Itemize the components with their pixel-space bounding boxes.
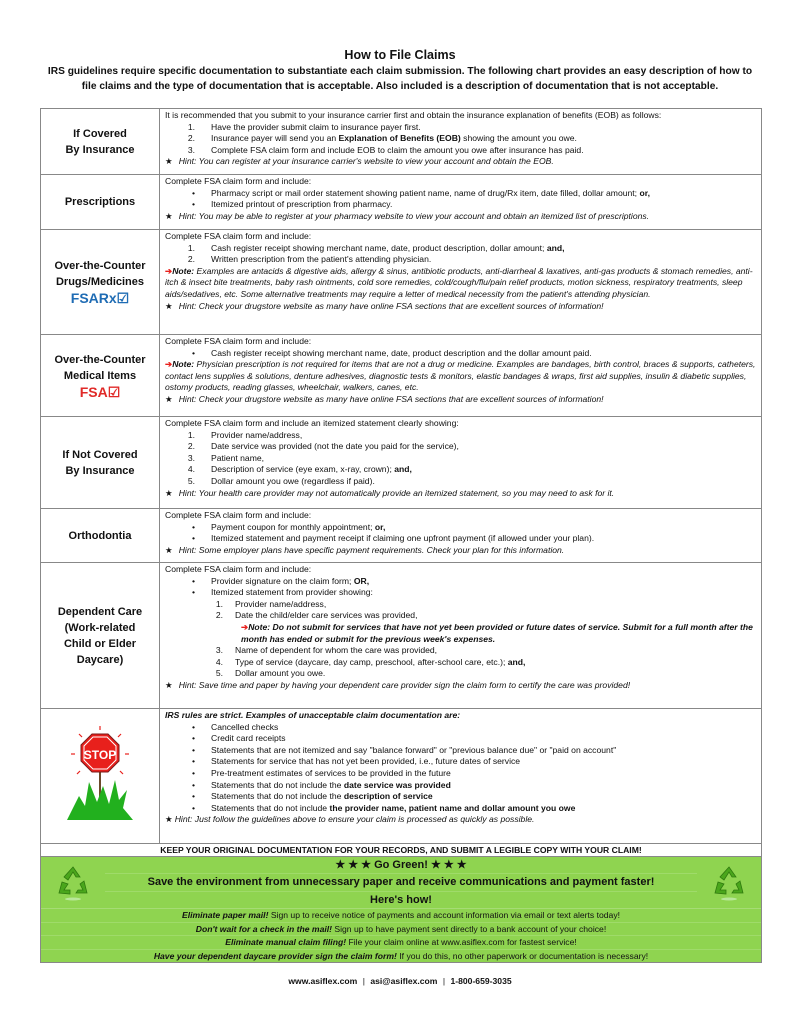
item-text: Pharmacy script or mail order statement showing patient name, name of drug/Rx item, date filled, dollar amount; — [211, 187, 640, 198]
list-item: 3. Complete FSA claim form and include EOB to claim the amount you owe after insurance has paid. — [187, 144, 584, 155]
tip-text: File your claim online at www.asiflex.com for fastest service! — [346, 937, 577, 947]
go-green-tip — [41, 909, 761, 923]
list-item: 5. Dollar amount you owe (regardless if paid). — [187, 475, 375, 486]
row-prescriptions — [41, 175, 762, 230]
list-item: 2. Date the child/elder care services was provided, — [215, 610, 418, 621]
row-if-covered — [41, 109, 762, 175]
row-label: Prescriptions — [41, 175, 160, 230]
label-line: (Work-related — [64, 621, 136, 634]
go-green-tagline: Save the environment from unnecessary paper and receive communications and payment faster! — [105, 874, 697, 892]
list-item — [165, 587, 757, 599]
label-line: Dependent Care — [57, 605, 143, 618]
hint-text: Hint: You may be able to register at your pharmacy website to view your account and obtain an itemized list of prescriptions. — [178, 210, 650, 221]
row-otc-drugs — [41, 230, 762, 335]
bullet-icon: • — [191, 756, 195, 767]
tip-text: If you do this, no other paperwork or documentation is necessary! — [396, 950, 649, 961]
lead-text: Complete FSA claim form and include: — [165, 510, 312, 520]
list-item — [165, 199, 757, 211]
hint-text: Hint: You can register at your insurance carrier's website to view your account and obtain the EOB. — [178, 156, 554, 167]
item-bold: OR, — [353, 575, 370, 586]
item-text: Statements that do not include — [211, 802, 330, 813]
tip-text: Sign up to have payment sent directly to a bank account of your choice! — [332, 923, 607, 934]
arrow-right-icon: ➔ — [165, 359, 173, 370]
note — [241, 622, 757, 645]
list-item — [165, 780, 757, 792]
item-text: Date the child/elder care services was provided, — [235, 610, 418, 621]
tip-lead: Eliminate manual claim filing! — [225, 937, 347, 947]
list-item — [165, 733, 757, 745]
sub-list — [165, 599, 757, 680]
row-content — [160, 230, 762, 335]
email-link[interactable]: asi@asiflex.com — [370, 976, 438, 986]
row-label — [41, 109, 160, 175]
tip-lead: Eliminate paper mail! — [181, 910, 269, 920]
bullet-icon: • — [191, 791, 195, 802]
item-bold: date service was provided — [343, 779, 451, 790]
list-item — [165, 576, 757, 588]
stop-sign-icon — [65, 724, 135, 824]
bullet-icon: • — [191, 767, 195, 778]
item-text: Have the provider submit claim to insurance payer first. — [211, 121, 421, 132]
list-item: 1. Cash register receipt showing merchant name, date, product description, dollar amount; and, — [187, 242, 565, 253]
item-text: Provider signature on the claim form; — [211, 575, 354, 586]
note-label: Note: — [172, 265, 195, 276]
item-text: Dollar amount you owe. — [235, 668, 326, 679]
stop-sign-cell — [41, 709, 160, 844]
bullet-icon: • — [191, 521, 195, 532]
bullet-icon: • — [191, 533, 195, 544]
list-item: 2. Written prescription from the patient's attending physician. — [187, 254, 432, 265]
hint — [165, 211, 757, 223]
list-item: 2. Date service was provided (not the date you paid for the service), — [187, 441, 459, 452]
label-line: If Not Covered — [62, 448, 138, 461]
tip-lead: Have your dependent daycare provider sign the claim form! — [153, 950, 397, 961]
item-bold: or, — [374, 521, 386, 532]
item-text: Complete FSA claim form and include EOB to claim the amount you owe after insurance has paid. — [211, 144, 584, 155]
go-green-howto: Here's how! — [370, 894, 432, 906]
row-orthodontia — [41, 509, 762, 563]
item-text: Credit card receipts — [211, 733, 286, 744]
bullet-icon: • — [191, 587, 195, 598]
list-item: 3. Name of dependent for whom the care was provided, — [215, 645, 438, 656]
star-icon: ★ — [165, 544, 173, 555]
go-green-heading: ★ ★ ★ Go Green! ★ ★ ★ — [105, 857, 697, 874]
row-go-green — [41, 857, 762, 963]
lead-text: It is recommended that you submit to your insurance carrier first and obtain the insurance explanation of benefits (EOB) as follows: — [165, 110, 662, 120]
item-text: Cancelled checks — [211, 721, 279, 732]
item-text: Provider name/address, — [235, 598, 327, 609]
website-link[interactable]: www.asiflex.com — [288, 976, 358, 986]
star-icon: ★ — [165, 393, 173, 404]
lead-text: Complete FSA claim form and include: — [165, 564, 312, 574]
note — [165, 359, 757, 394]
item-text: Statements that do not include the — [211, 791, 344, 802]
row-content — [160, 563, 762, 709]
lead-text: Complete FSA claim form and include: — [165, 231, 312, 241]
note-text: Note: Do not submit for services that have not yet been provided or future dates of service. Submit for a full month after the month has ended or submit for the previous week's expenses. — [241, 621, 753, 644]
row-label — [41, 230, 160, 335]
hint-text: Hint: Check your drugstore website as many have online FSA sections that are excellent sources of information! — [178, 300, 604, 311]
list-item: 2. Insurance payer will send you an Explanation of Benefits (EOB) showing the amount you owe. — [187, 133, 577, 144]
page-title: How to File Claims — [344, 48, 456, 62]
list-item: 5. Dollar amount you owe. — [215, 668, 326, 679]
item-text: Dollar amount you owe (regardless if paid). — [211, 475, 375, 486]
fsarx-badge: FSARx☑ — [70, 290, 130, 306]
list-item: 1. Provider name/address, — [187, 429, 303, 440]
list-item: 4. Description of service (eye exam, x-ray, crown); and, — [187, 464, 412, 475]
label-line: Child or Elder — [63, 637, 137, 650]
go-green-text — [105, 857, 697, 908]
label-line: Drugs/Medicines — [55, 276, 145, 288]
item-bold: or, — [639, 187, 650, 198]
row-content — [160, 417, 762, 509]
lead-text: Complete FSA claim form and include: — [165, 176, 312, 186]
hint — [165, 301, 757, 313]
row-content — [160, 509, 762, 563]
label-line: Over-the-Counter — [54, 260, 146, 272]
item-text: showing the amount you owe. — [460, 133, 577, 144]
item-text: Statements that do not include the — [211, 779, 344, 790]
item-text: Type of service (daycare, day camp, preschool, after-school care, etc.); — [235, 656, 508, 667]
tip-lead: Don't wait for a check in the mail! — [195, 923, 332, 934]
item-text: Insurance payer will send you an — [211, 133, 339, 144]
phone-number: 1-800-659-3035 — [450, 976, 512, 986]
note-text: Physician prescription is not required for items that are not a drug or medicine. Examples are bandages, birth control, braces & supports, catheters, contact lens supplies & solutions, denture adhesives, diagnostic tests & monitors, elastic bandages & wraps, first aid supplies, insulin & diabetic supplies, ostomy products, reading glasses, wheelchair, walkers, canes, etc. — [165, 359, 756, 393]
list-item: 1. Have the provider submit claim to insurance payer first. — [187, 121, 421, 132]
row-label: Orthodontia — [41, 509, 160, 563]
label-line: By Insurance — [65, 464, 135, 477]
hint-text: Hint: Check your drugstore website as many have online FSA sections that are excellent sources of information! — [178, 393, 604, 404]
bullet-icon: • — [191, 744, 195, 755]
item-bold: and, — [394, 464, 412, 475]
hint — [165, 156, 757, 168]
row-not-covered — [41, 417, 762, 509]
item-text: Written prescription from the patient's attending physician. — [211, 254, 432, 265]
hint-text: Hint: Some employer plans have specific payment requirements. Check your plan for this information. — [178, 544, 565, 555]
bullet-icon: • — [191, 575, 195, 586]
bullet-icon: • — [191, 347, 195, 358]
arrow-right-icon: ➔ — [165, 265, 173, 276]
lead-text: Complete FSA claim form and include an itemized statement clearly showing: — [165, 418, 459, 428]
row-label — [41, 417, 160, 509]
separator: | — [442, 976, 446, 986]
row-content — [160, 709, 762, 844]
item-bold: the provider name, patient name and dollar amount you owe — [329, 802, 576, 813]
go-green-tip — [41, 936, 761, 950]
hint — [165, 545, 757, 557]
row-label — [41, 335, 160, 417]
svg-text:STOP: STOP — [83, 747, 117, 762]
separator: | — [362, 976, 365, 986]
item-text: Payment coupon for monthly appointment; — [211, 521, 375, 532]
item-text: Cash register receipt showing merchant name, date, product description, dollar amount; — [211, 242, 547, 253]
item-bold: and, — [546, 242, 565, 253]
note-text: Examples are antacids & digestive aids, allergy & sinus, antibiotic products, anti-diarrheal & laxatives, anti-gas products & stomach remedies, anti-itch & insect bite treatments, baby rash ointments, cold sore remedies, cold/cough/flu/pain relief products, motion sickness, respiratory treatments, sleep aids/sedatives, etc. Some alternative treatments may require a letter of medical necessity from the patient's attending physician. — [165, 265, 753, 299]
bullet-icon: • — [191, 721, 195, 732]
item-text: Date service was provided (not the date you paid for the service), — [211, 441, 459, 452]
row-content — [160, 335, 762, 417]
star-icon: ★ — [165, 210, 173, 221]
label-line: Medical Items — [63, 369, 137, 382]
claims-table — [40, 108, 762, 963]
hint — [165, 394, 757, 406]
row-keep-notice — [41, 844, 762, 857]
star-icon: ★ — [165, 814, 173, 825]
list-item: 4. Type of service (daycare, day camp, preschool, after-school care, etc.); and, — [215, 656, 526, 667]
label-line: Daycare) — [76, 653, 124, 666]
row-dependent-care — [41, 563, 762, 709]
note — [165, 266, 757, 301]
list-item — [165, 348, 757, 360]
recycle-icon — [697, 857, 761, 908]
item-text: Patient name, — [211, 452, 265, 463]
footer-contact — [0, 976, 800, 986]
go-green-header — [41, 857, 761, 909]
go-green-tip — [41, 950, 761, 963]
row-unacceptable — [41, 709, 762, 844]
arrow-right-icon: ➔ — [241, 621, 249, 632]
list-item — [165, 188, 757, 200]
item-text: Cash register receipt showing merchant name, date, product description and the dollar amount paid. — [211, 347, 592, 358]
item-text: Itemized statement from provider showing: — [211, 587, 373, 598]
hint — [165, 680, 757, 692]
label-line: By Insurance — [65, 143, 135, 156]
row-label — [41, 563, 160, 709]
label-line: If Covered — [73, 127, 127, 140]
lead-text: Complete FSA claim form and include: — [165, 336, 312, 346]
hint-text: Hint: Your health care provider may not automatically provide an itemized statement, so you may need to ask for it. — [178, 487, 615, 498]
keep-notice: KEEP YOUR ORIGINAL DOCUMENTATION FOR YOUR RECORDS, AND SUBMIT A LEGIBLE COPY WITH YOUR CLAIM! — [41, 844, 762, 857]
list-item — [165, 768, 757, 780]
item-bold: description of service — [343, 791, 433, 802]
tip-text: Sign up to receive notice of payments and account information via email or text alerts today! — [268, 910, 621, 920]
row-content — [160, 109, 762, 175]
item-text: Provider name/address, — [211, 429, 303, 440]
list-item — [165, 803, 757, 815]
item-text: Statements for service that has not yet been provided, i.e., future dates of service — [211, 756, 521, 767]
star-icon: ★ — [165, 679, 173, 690]
star-icon: ★ — [165, 156, 173, 167]
item-text: Itemized printout of prescription from pharmacy. — [211, 199, 393, 210]
bullet-icon: • — [191, 779, 195, 790]
item-text: Description of service (eye exam, x-ray, crown); — [211, 464, 395, 475]
recycle-icon — [41, 857, 105, 908]
hint — [165, 488, 757, 500]
go-green-tip — [41, 923, 761, 937]
row-otc-medical — [41, 335, 762, 417]
list-item: 1. Provider name/address, — [215, 598, 327, 609]
list-item — [165, 756, 757, 768]
list-item — [165, 791, 757, 803]
bullet-icon: • — [191, 187, 195, 198]
item-bold: Explanation of Benefits (EOB) — [338, 133, 461, 144]
hint — [165, 814, 757, 826]
bullet-icon: • — [191, 802, 195, 813]
list-item — [165, 745, 757, 757]
lead-text: IRS rules are strict. Examples of unacceptable claim documentation are: — [165, 710, 461, 720]
go-green-banner — [41, 857, 762, 963]
item-text: Statements that are not itemized and say "balance forward" or "previous balance due" or "paid on account" — [211, 744, 617, 755]
bullet-icon: • — [191, 199, 195, 210]
fsa-badge: FSA☑ — [79, 383, 121, 400]
list-item — [165, 522, 757, 534]
list-item — [165, 533, 757, 545]
item-text: Pre-treatment estimates of services to be provided in the future — [211, 767, 451, 778]
hint-text: Hint: Just follow the guidelines above to ensure your claim is processed as quickly as possible. — [174, 814, 535, 825]
note-label: Note: — [172, 359, 195, 370]
list-item: 3. Patient name, — [187, 452, 265, 463]
intro-text: IRS guidelines require specific documentation to substantiate each claim submission. The following chart provides an easy description of how to file claims and the type of documentation that is acceptable. Also included is a description of documentation that is not acceptable. — [47, 66, 753, 92]
item-text: Name of dependent for whom the care was provided, — [235, 645, 438, 656]
star-icon: ★ — [165, 487, 173, 498]
row-content — [160, 175, 762, 230]
star-icon: ★ — [165, 300, 173, 311]
label-line: Over-the-Counter — [54, 353, 146, 366]
item-text: Itemized statement and payment receipt if claiming one upfront payment (if allowed under your plan). — [211, 533, 595, 544]
hint-text: Hint: Save time and paper by having your dependent care provider sign the claim form to certify the care was provided! — [178, 679, 631, 690]
item-bold: and, — [507, 656, 526, 667]
list-item — [165, 722, 757, 734]
bullet-icon: • — [191, 733, 195, 744]
